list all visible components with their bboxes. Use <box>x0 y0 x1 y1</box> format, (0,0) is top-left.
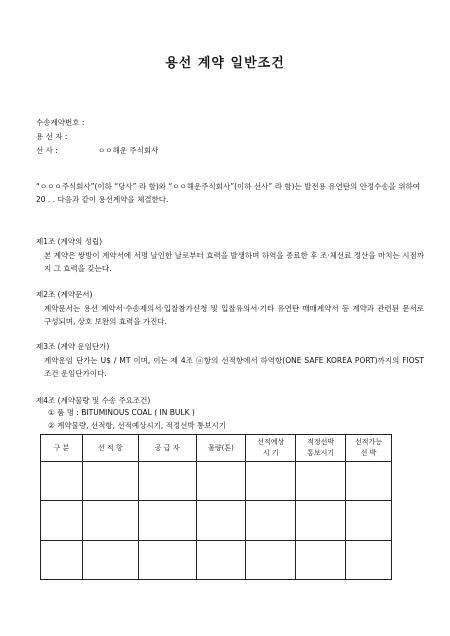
article-4-title: 제4조 (계약물량 및 수송 주요조건) <box>36 396 151 405</box>
table-cell <box>82 501 138 540</box>
table-cell <box>82 540 138 579</box>
table-cell <box>82 462 138 501</box>
table-cell <box>246 462 296 501</box>
article-4-item-1: ① 품 명 : BITUMINOUS COAL ( IN BULK ) <box>48 408 195 417</box>
article-3-text: 계약운임 단가는 U$ / MT 이며, 이는 제 4조 ⓐ항의 선적항에서 하역항(ONE SAFE KOREA PORT)까지의 FIOST 조건 운임단가이다. <box>44 356 424 378</box>
table-cell <box>138 540 196 579</box>
table-row <box>41 501 392 540</box>
owner-label: 선 사 : <box>36 146 58 155</box>
table-cell <box>138 462 196 501</box>
table-cell <box>346 501 392 540</box>
header-eligible-vessel: 선적가능 선 박 <box>346 435 392 462</box>
article-2-text: 계약문서는 용선 계약서·수송제의서·입찰참가신청 및 입찰유의서·기타 유연탄 매매계약서 등 계약과 관련된 문서로 구성되며, 상호 보완의 효력을 가진다. <box>44 304 424 326</box>
table-cell <box>296 540 346 579</box>
header-loading-port: 선 적 항 <box>82 435 138 462</box>
contract-number-label: 수송계약번호 : <box>36 118 85 127</box>
article-2-title: 제2조 (계약문서) <box>36 290 93 299</box>
article-3-title: 제3조 (계약 운임단가) <box>36 342 110 351</box>
article-1-text: 본 계약은 쌍방이 계약서에 서명 날인한 날로부터 효력을 발생하며 하역을 종료한 후 조·체선료 정산을 마치는 시점까지 그 효력을 갖는다. <box>44 251 424 273</box>
table-cell <box>138 501 196 540</box>
table-cell <box>41 462 83 501</box>
table-cell <box>41 540 83 579</box>
charterer-row <box>36 132 98 142</box>
article-4-item-2: ② 계약물량, 선적항, 선적예상시기, 적정선박 통보시기 <box>48 421 226 430</box>
table-cell <box>41 501 83 540</box>
document-title: 용선 계약 일반조건 <box>165 56 285 71</box>
table-cell <box>196 501 246 540</box>
preamble: “ㅇㅇㅇ주식회사”(이하 “당사” 라 함)와 “ㅇㅇ해운주식회사”(이하 선사” 라 함)는 발전용 유연탄의 안정수송을 위하여 20 . . 다음과 같이 용선계약을 체결한다. <box>36 182 420 204</box>
article-1-title: 제1조 (계약의 성립) <box>36 237 103 246</box>
table-cell <box>296 501 346 540</box>
table-cell <box>346 462 392 501</box>
table-cell <box>196 540 246 579</box>
contract-number-row <box>36 118 98 128</box>
charterer-label: 용 선 자 : <box>36 132 68 141</box>
table-cell <box>246 540 296 579</box>
header-expected-loading: 선적예상 시 기 <box>246 435 296 462</box>
table-row <box>41 540 392 579</box>
table-cell <box>246 501 296 540</box>
owner-row <box>36 146 158 156</box>
schedule-table <box>40 434 392 580</box>
owner-value: ㅇㅇ해운 주식회사 <box>98 146 159 155</box>
table-cell <box>346 540 392 579</box>
header-vessel-notice: 적정선박 통보시기 <box>296 435 346 462</box>
table-cell <box>196 462 246 501</box>
table-row <box>41 462 392 501</box>
header-supplier: 공 급 자 <box>138 435 196 462</box>
header-quantity: 물량(톤) <box>196 435 246 462</box>
table-header-row <box>41 435 392 462</box>
header-category: 구 분 <box>41 435 83 462</box>
table-cell <box>296 462 346 501</box>
